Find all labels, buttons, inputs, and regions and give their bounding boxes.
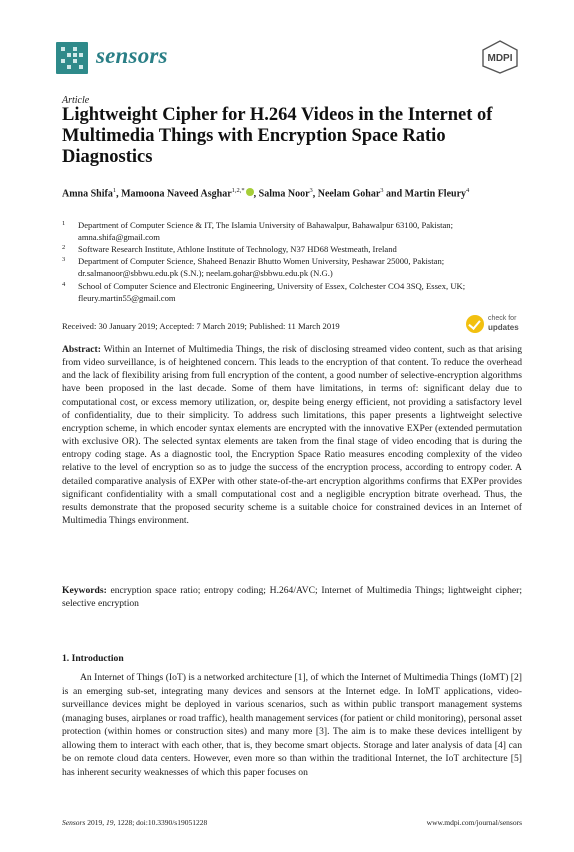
affiliation-number: 1 [62, 220, 66, 227]
mdpi-logo-icon [481, 40, 519, 74]
author-list [62, 184, 532, 201]
logo-cell [79, 65, 83, 69]
publication-dates: Received: 30 January 2019; Accepted: 7 March 2019; Published: 11 March 2019 [62, 321, 340, 331]
author-name[interactable]: Salma Noor [258, 188, 310, 200]
mdpi-logo-text: MDPI [487, 53, 513, 64]
footer-volume: 19, [105, 818, 116, 827]
footer-url-link[interactable]: www.mdpi.com/journal/sensors [426, 818, 522, 827]
check-updates-icon [466, 315, 484, 333]
affiliation-number: 3 [62, 256, 66, 263]
author-affiliation-mark: 3 [380, 187, 384, 194]
logo-cell [61, 59, 65, 63]
section-body: An Internet of Things (IoT) is a networked architecture [1], of which the Internet of Multimedia Things (IoMT) [2] is an emerging sub-set, integrating many devices and sensors at the Internet edge. In IoMT applications, video-surveillance devices might be deployed in various scenarios, such as within public transport management systems (managing buses, airplanes or road traffic), health management services (for patient or child monitoring), personal asset protection (within homes or construction sites) and many more [3]. The aim is to make these devices intelligent by allowing them to interact with each other, that is, they become smart objects. Storage and later analysis of data [4] can be on remote cloud data centers. However, even more so than within the traditional Internet, the IoT architecture [5] has inherent security weaknesses of which this paper focuses on [62, 672, 522, 778]
journal-name: sensors [96, 43, 168, 68]
affiliation-number: 4 [62, 281, 66, 288]
author-separator: and [383, 188, 405, 200]
abstract-text: Within an Internet of Multimedia Things, the risk of disclosing streamed video content, such as that arising from video surveillance, is of heightened concern. This leads to the encryption of that content. To reduce the overhead and the lack of flexibility arising from full encryption of the content, a good number of selective-encryption algorithms have been proposed in the last decade. Some of them have limitations, in terms of: significant delay due to computational cost, or excess memory utilization, or, despite being energy efficient, not providing a satisfactory level of confidentiality, due to their simplicity. To address such limitations, this paper presents a lightweight selective encryption scheme, in which encoder syntax elements are encrypted with the innovative EXPer (extended permutation with exclusive OR). The selected syntax elements are taken from the final stage of video encoding that is during the entropy coding stage. As a diagnostic tool, the Encryption Space Ratio measures encoding complexity of the video relative to the level of encryption so as to judge the success of the encryption process, according to entropy coder. A detailed comparative analysis of EXPer with other state-of-the-art encryption algorithms confirms that EXPer provides significant confidentiality with a small computational cost and a negligible encryption bitrate overhead. Thus, the results demonstrate that the proposed security scheme is a suitable choice for constrained devices in an Internet of Multimedia Things environment. [62, 344, 522, 527]
author-name[interactable]: Neelam Gohar [317, 188, 381, 200]
check-updates-line1: check for [488, 315, 517, 322]
orcid-icon[interactable] [246, 188, 254, 196]
author-name[interactable]: Mamoona Naveed Asghar [121, 188, 232, 200]
logo-cell [61, 47, 65, 51]
keywords-text: encryption space ratio; entropy coding; H.264/AVC; Internet of Multimedia Things; lightweight cipher; selective encryption [62, 585, 522, 610]
author-affiliation-mark: 4 [466, 187, 470, 194]
logo-cell [73, 59, 77, 63]
paper-title: Lightweight Cipher for H.264 Videos in the Internet of Multimedia Things with Encryption Space Ratio Diagnostics [62, 105, 493, 167]
affiliation-text: Department of Computer Science, Shaheed Benazir Bhutto Women University, Peshawar 25000, Pakistan; dr.salmanoor@sbbwu.edu.pk (S.N.); neelam.gohar@sbbwu.edu.pk (N.G.) [78, 256, 445, 278]
author-affiliation-mark: 1 [112, 187, 117, 194]
author-separator: , [253, 188, 259, 200]
logo-cell [67, 53, 71, 57]
footer-doi: 1228; doi:10.3390/s19051228 [117, 818, 208, 827]
article-type: Article [62, 95, 90, 106]
author-affiliation-mark: 3 [309, 187, 313, 194]
author-name[interactable]: Amna Shifa [62, 188, 113, 200]
author-separator: , [116, 188, 122, 200]
abstract [62, 343, 522, 527]
logo-cell [67, 65, 71, 69]
check-for-updates-button[interactable] [466, 313, 526, 337]
affiliation-text: Software Research Institute, Athlone Institute of Technology, N37 HD68 Westmeath, Ireland [78, 244, 397, 254]
journal-logo-icon [56, 42, 88, 74]
author-affiliation-mark: 1,2,* [231, 187, 245, 194]
logo-cell [79, 53, 83, 57]
author-separator: , [312, 188, 318, 200]
section-heading: 1. Introduction [62, 653, 124, 664]
logo-cell [73, 47, 77, 51]
logo-cell [73, 53, 77, 57]
footer-journal: Sensors [62, 818, 86, 827]
keywords [62, 584, 522, 610]
author-name[interactable]: Martin Fleury [404, 188, 467, 200]
affiliation-text: Department of Computer Science & IT, The Islamia University of Bahawalpur, Bahawalpur 63100, Pakistan; amna.shifa@gmail.com [78, 220, 453, 242]
keywords-label: Keywords: [62, 585, 107, 596]
affiliation-text: School of Computer Science and Electronic Engineering, University of Essex, Colchester CO4 3SQ, Essex, UK; fleury.martin55@gmail.com [78, 281, 466, 303]
affiliation-number: 2 [62, 244, 66, 251]
footer-year: 2019, [87, 818, 105, 827]
check-updates-line2: updates [488, 323, 519, 332]
abstract-label: Abstract: [62, 344, 101, 355]
footer-citation [62, 818, 207, 827]
